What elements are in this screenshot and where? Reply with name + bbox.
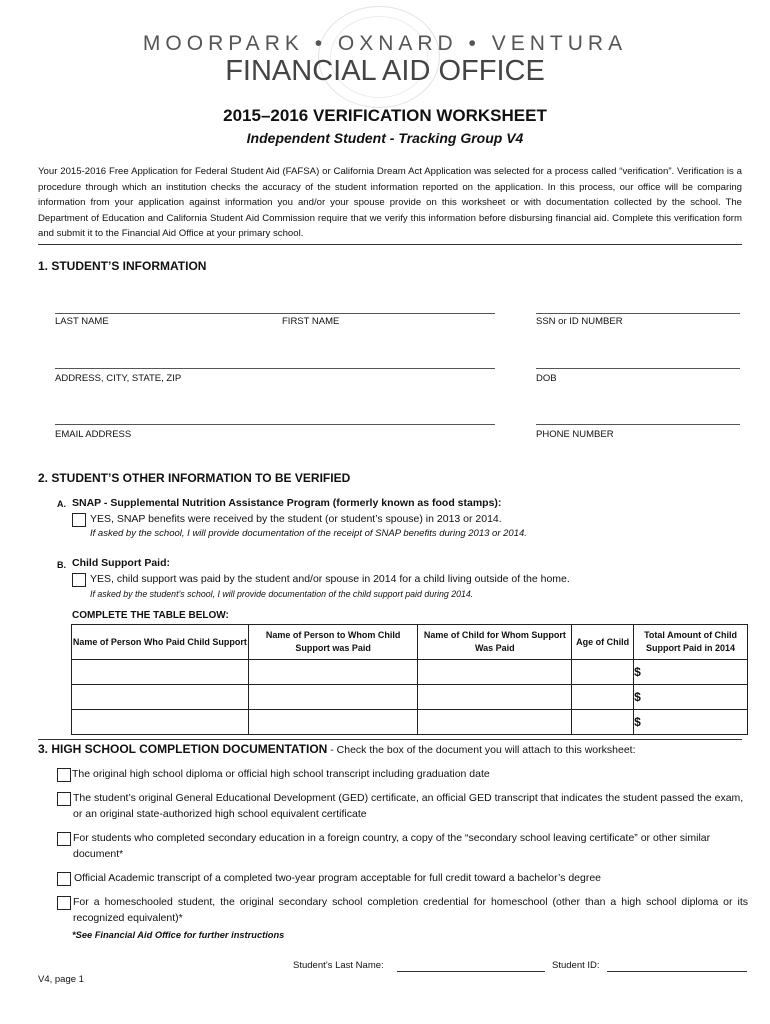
child-cell[interactable] [418,660,572,685]
phone-label: PHONE NUMBER [536,429,614,440]
payer-cell[interactable] [72,710,249,735]
child-support-checkbox[interactable] [72,573,86,587]
academic-transcript-checkbox[interactable] [57,872,71,886]
divider [38,244,742,245]
table-row [72,685,748,710]
address-line[interactable] [55,368,495,369]
currency-symbol: $ [634,665,641,679]
age-cell[interactable] [572,710,634,735]
amount-cell[interactable] [634,685,748,710]
ged-option-label: The student’s original General Educational Development (GED) certificate, an official GED transcript that indicates the student passed the exam, or an original state-authorized high school equivalent certificate [73,792,744,820]
ssn-label: SSN or ID NUMBER [536,316,623,327]
footer-student-id-label: Student ID: [552,960,600,971]
phone-line[interactable] [536,424,740,425]
diploma-option-label: The original high school diploma or official high school transcript including graduation date [72,768,490,780]
email-line[interactable] [55,424,495,425]
table-header-row [72,625,748,660]
recipient-cell[interactable] [248,710,418,735]
page-number: V4, page 1 [38,974,84,985]
org-office-name: FINANCIAL AID OFFICE [225,55,545,87]
name-line[interactable] [55,313,495,314]
child-support-checkbox-label: YES, child support was paid by the student and/or spouse in 2014 for a child living outside of the home. [90,573,570,585]
address-label: ADDRESS, CITY, STATE, ZIP [55,373,182,384]
table-row [72,660,748,685]
child-cell[interactable] [418,685,572,710]
age-cell[interactable] [572,660,634,685]
amount-cell[interactable] [634,660,748,685]
last-name-label: LAST NAME [55,316,109,327]
snap-note: If asked by the school, I will provide documentation of the receipt of SNAP benefits during 2013 or 2014. [90,528,527,539]
col-header-payer: Name of Person Who Paid Child Support [72,625,249,660]
section-3-heading [38,742,636,756]
section-3-instruction: - Check the box of the document you will attach to this worksheet: [327,744,636,756]
col-header-amount: Total Amount of Child Support Paid in 2014 [634,625,748,660]
foreign-certificate-checkbox[interactable] [57,832,71,846]
diploma-checkbox[interactable] [57,768,71,782]
recipient-cell[interactable] [248,660,418,685]
foreign-certificate-option-label: For students who completed secondary education in a foreign country, a copy of the “secondary school leaving certificate” or other similar document* [73,832,711,860]
academic-transcript-option-label: Official Academic transcript of a completed two-year program acceptable for full credit toward a bachelor’s degree [74,872,602,884]
footnote: *See Financial Aid Office for further instructions [72,930,285,940]
dob-line[interactable] [536,368,740,369]
email-label: EMAIL ADDRESS [55,429,132,440]
footer-last-name-line[interactable] [397,971,545,972]
dob-label: DOB [536,373,557,384]
age-cell[interactable] [572,685,634,710]
document-subtitle: Independent Student - Tracking Group V4 [246,130,524,146]
child-support-title: Child Support Paid: [72,557,170,569]
amount-cell[interactable] [634,710,748,735]
homeschool-checkbox[interactable] [57,896,71,910]
org-campuses: MOORPARK • OXNARD • VENTURA [142,32,628,55]
footer-last-name-label: Student’s Last Name: [293,960,384,971]
col-header-age: Age of Child [572,625,634,660]
currency-symbol: $ [634,690,641,704]
child-support-note: If asked by the student’s school, I will provide documentation of the child support paid during 2014. [90,589,474,599]
snap-checkbox-label: YES, SNAP benefits were received by the student (or student’s spouse) in 2013 or 2014. [90,513,502,525]
payer-cell[interactable] [72,685,249,710]
item-a-letter: A. [57,499,66,509]
snap-title: SNAP - Supplemental Nutrition Assistance Program (formerly known as food stamps): [72,497,502,509]
payer-cell[interactable] [72,660,249,685]
child-cell[interactable] [418,710,572,735]
document-title: 2015–2016 VERIFICATION WORKSHEET [223,106,547,125]
table-instruction: COMPLETE THE TABLE BELOW: [72,610,229,621]
recipient-cell[interactable] [248,685,418,710]
first-name-label: FIRST NAME [282,316,340,327]
currency-symbol: $ [634,715,641,729]
section-1-heading: 1. STUDENT’S INFORMATION [38,259,207,273]
snap-checkbox[interactable] [72,513,86,527]
child-support-table [71,624,748,735]
table-row [72,710,748,735]
section-2-heading: 2. STUDENT’S OTHER INFORMATION TO BE VERIFIED [38,471,351,485]
section-3-title: 3. HIGH SCHOOL COMPLETION DOCUMENTATION [38,742,328,756]
ssn-line[interactable] [536,313,740,314]
col-header-recipient: Name of Person to Whom Child Support was Paid [248,625,418,660]
footer-student-id-line[interactable] [607,971,747,972]
intro-paragraph: Your 2015-2016 Free Application for Federal Student Aid (FAFSA) or California Dream Act Application was selected for a process called “verification”. Verification is a procedure through which an institution checks the accuracy of the student information reported on the application. In this process, our office will be comparing information from your application against information you and/or your spouse provide on this worksheet or with documentation collected by the school. The Department of Education and California Student Aid Commission require that we verify this information before disbursing financial aid. Complete this verification form and submit it to the Financial Aid Office at your primary school. [38,166,742,240]
item-b-letter: B. [57,560,66,570]
ged-checkbox[interactable] [57,792,71,806]
divider [38,739,742,740]
homeschool-option-label: For a homeschooled student, the original secondary school completion credential for homeschool (other than a high school diploma or its recognized equivalent)* [73,896,748,924]
col-header-child: Name of Child for Whom Support Was Paid [418,625,572,660]
